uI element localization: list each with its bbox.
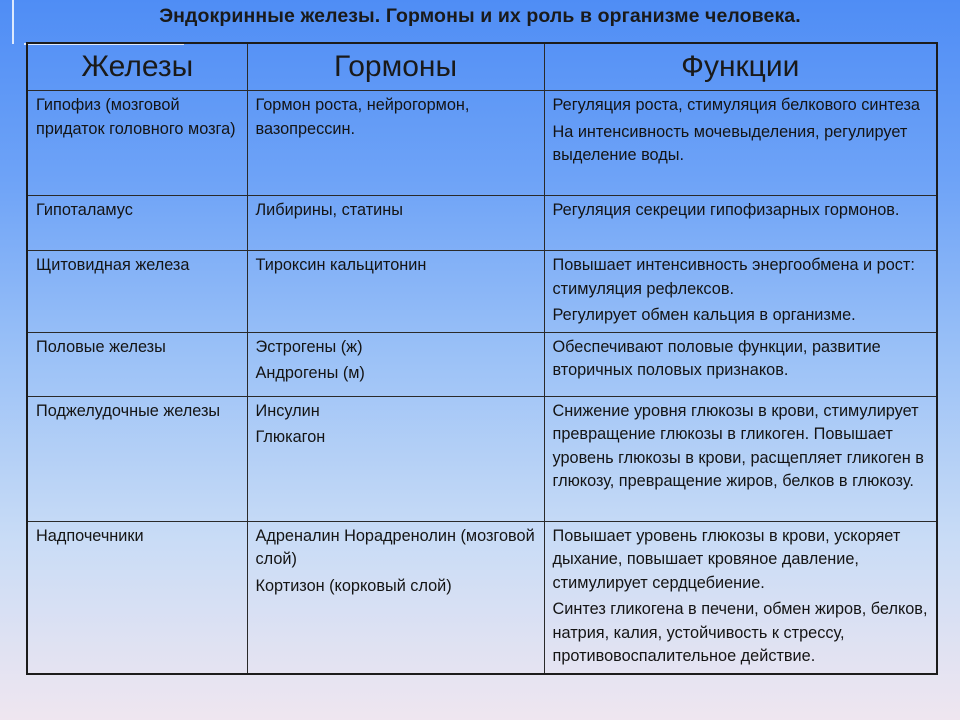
gland-cell [27,196,247,251]
hormone-text: Инсулин [255,401,320,420]
hormones-cell [247,332,544,396]
gland-cell [27,332,247,396]
hormone-text: Глюкагон [255,428,326,446]
gland-text: Гипофиз (мозговой придаток головного мозга) [36,96,236,138]
function-text: Синтез гликогена в печени, обмен жиров, белков, натрия, калия, устойчивость к стрессу, противовоспалительное действие. [552,600,928,665]
gland-text: Гипоталамус [36,201,133,219]
function-text: Повышает интенсивность энергообмена и рост: стимуляция рефлексов. [552,256,915,298]
function-text: Регуляция роста, стимуляция белкового синтеза [552,96,920,114]
table-row [27,396,937,521]
gland-cell [27,396,247,521]
gland-cell [27,521,247,674]
gland-text: Половые железы [36,337,166,356]
function-text: Обеспечивают половые функции, развитие вторичных половых признаков. [552,337,881,379]
hormone-text: Либирины, статины [255,201,403,219]
table-row [27,196,937,251]
function-text: Регулирует обмен кальция в организме. [552,306,856,324]
gland-text: Надпочечники [36,526,144,545]
functions-cell [544,521,937,674]
functions-cell [544,196,937,251]
hormones-cell [247,196,544,251]
page-title: Эндокринные железы. Гормоны и их роль в организме человека. [159,5,801,27]
hormone-text: Эстрогены (ж) [255,337,363,356]
header-hormones: Гормоны [247,43,544,91]
function-text: На интенсивность мочевыделения, регулирует выделение воды. [552,122,908,164]
hormone-text: Тироксин кальцитонин [255,256,427,274]
function-text: Регуляция секреции гипофизарных гормонов. [552,201,900,219]
table-row [27,91,937,196]
table-row [27,521,937,674]
hormones-cell [247,91,544,196]
endocrine-table [26,42,938,675]
functions-cell [544,251,937,333]
function-text: Повышает уровень глюкозы в крови, ускоряет дыхание, повышает кровяное давление, стимулирует сердцебиение. [552,526,901,592]
hormones-cell [247,396,544,521]
hormones-cell [247,251,544,333]
table-header-row [27,43,937,91]
gland-text: Поджелудочные железы [36,401,221,420]
functions-cell [544,332,937,396]
hormones-cell [247,521,544,674]
hormone-text: Адреналин Норадренолин (мозговой слой) [255,526,535,568]
hormone-text: Кортизон (корковый слой) [255,576,452,595]
gland-cell [27,91,247,196]
functions-cell [544,396,937,521]
gland-text: Щитовидная железа [36,256,190,274]
hormone-text: Андрогены (м) [255,364,365,382]
hormone-text: Гормон роста, нейрогормон, вазопрессин. [255,96,470,138]
table-row [27,251,937,333]
functions-cell [544,91,937,196]
function-text: Снижение уровня глюкозы в крови, стимулирует превращение глюкозы в гликоген. Повышает уровень глюкозы в крови, расщепляет гликоген в глюкозу, превращение жиров, белков в глюкозу. [552,401,924,490]
gland-cell [27,251,247,333]
header-glands: Железы [27,43,247,91]
header-functions: Функции [544,43,937,91]
table-row [27,332,937,396]
